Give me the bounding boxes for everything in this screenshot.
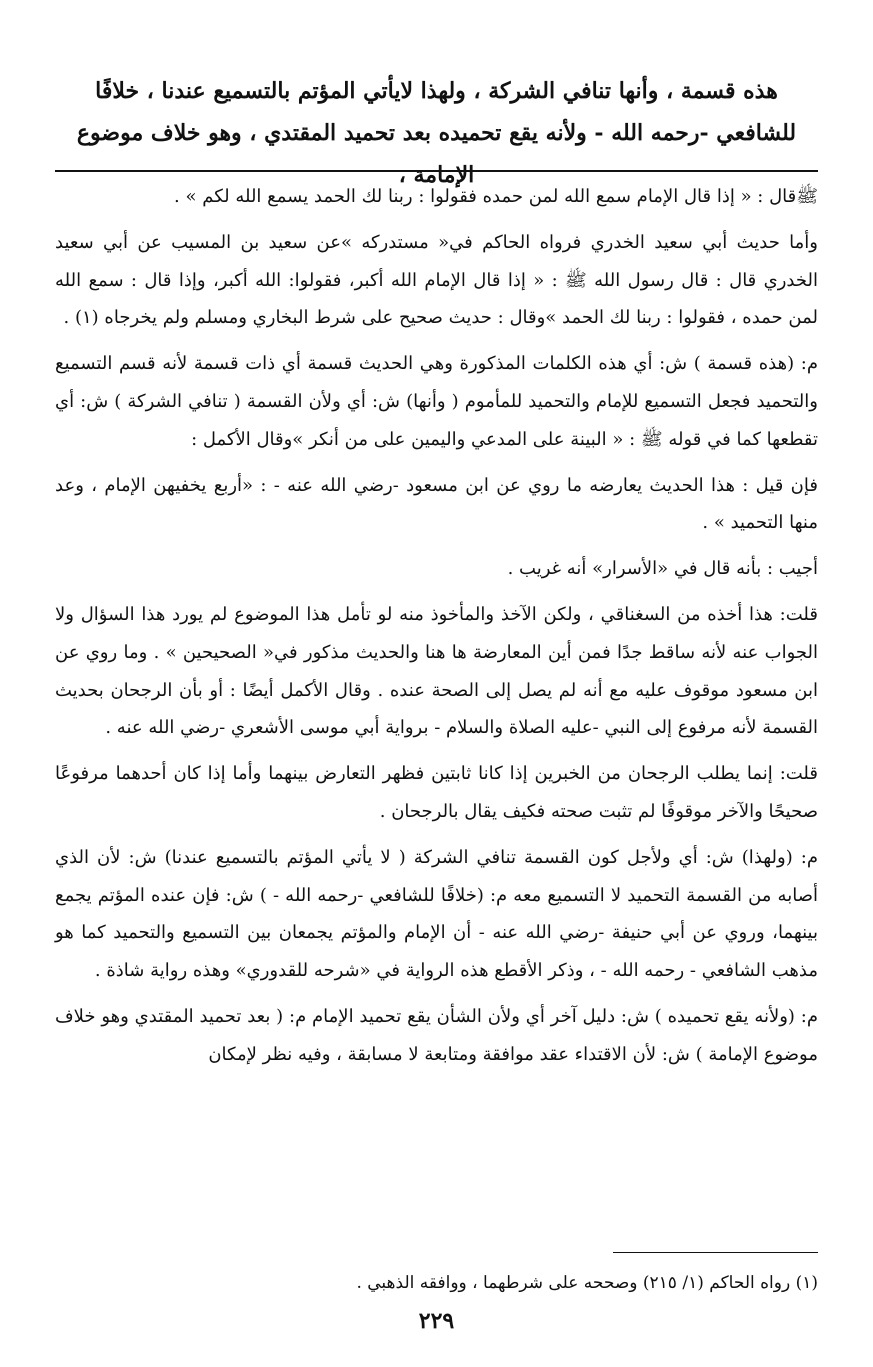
paragraph: قلت: إنما يطلب الرجحان من الخبرين إذا كانا ثابتين فظهر التعارض بينهما وأما إذا كان أحدهما مرفوعًا صحيحًا والآخر موقوفًا لم تثبت صحته فكيف يقال بالرجحان . <box>55 763 818 822</box>
paragraph: م: (هذه قسمة ) ش: أي هذه الكلمات المذكورة وهي الحديث قسمة أي ذات قسمة لأنه قسم التسميع والتحميد فجعل التسميع للإمام والتحميد للمأموم ( وأنها) ش: أي ولأن القسمة ( تنافي الشركة ) ش: أي تقطعها كما في قوله ﷺ : « البينة على المدعي واليمين على من أنكر »وقال الأكمل : <box>55 353 818 450</box>
footnote: (١) رواه الحاكم (١/ ٢١٥) وصححه على شرطهما ، ووافقه الذهبي . <box>356 1273 818 1293</box>
paragraph: وأما حديث أبي سعيد الخدري فرواه الحاكم في« مستدركه »عن سعيد بن المسيب عن أبي سعيد الخدري قال : قال رسول الله ﷺ : « إذا قال الإمام الله أكبر، فقولوا: الله أكبر، وإذا قال : سمع الله لمن حمده ، فقولوا : ربنا لك الحمد »وقال : حديث صحيح على شرط البخاري ومسلم ولم يخرجاه (١) . <box>55 231 818 329</box>
commentary-body <box>55 178 818 1082</box>
paragraph: ﷺقال : « إذا قال الإمام سمع الله لمن حمده فقولوا : ربنا لك الحمد يسمع الله لكم » . <box>174 186 818 207</box>
paragraph: قلت: هذا أخذه من السغناقي ، ولكن الآخذ والمأخوذ منه لو تأمل هذا الموضوع لم يورد هذا السؤال ولا الجواب عنه لأنه ساقط جدًا فمن أين المعارضة ها هنا والحديث مذكور في« الصحيحين » . وما روي عن ابن مسعود موقوف عليه مع أنه لم يصل إلى الصحة عنده . وقال الأكمل أيضًا : أو بأن الرجحان بحديث القسمة لأنه مرفوع إلى النبي -عليه الصلاة والسلام - برواية أبي موسى الأشعري -رضي الله عنه . <box>55 603 818 739</box>
paragraph: أجيب : بأنه قال في «الأسرار» أنه غريب . <box>507 558 818 580</box>
paragraph: فإن قيل : هذا الحديث يعارضه ما روي عن ابن مسعود -رضي الله عنه - : «أربع يخفيهن الإمام ، وعد منها التحميد » . <box>55 474 818 534</box>
page-number: ٢٢٩ <box>418 1308 455 1334</box>
paragraph: م: (ولهذا) ش: أي ولأجل كون القسمة تنافي الشركة ( لا يأتي المؤتم بالتسميع عندنا) ش: لأن الذي أصابه من القسمة التحميد لا التسميع معه م: (خلافًا للشافعي -رحمه الله - ) ش: فإن عنده المؤتم يجمع بينهما، وروي عن أبي حنيفة -رضي الله عنه - أن الإمام والمؤتم يجمعان بين التسميع والتحميد كما هو مذهب الشافعي - رحمه الله - ، وذكر الأقطع هذه الرواية في «شرحه للقدوري» وهذه رواية شاذة . <box>55 846 818 982</box>
footnote-divider <box>613 1252 818 1253</box>
matn-text: هذه قسمة ، وأنها تنافي الشركة ، ولهذا لايأتي المؤتم بالتسميع عندنا ، خلافًا للشافعي -رحمه الله - ولأنه يقع تحميده بعد تحميد المقتدي ، وهو خلاف موضوع الإمامة ، <box>76 78 797 188</box>
paragraph: م: (ولأنه يقع تحميده ) ش: دليل آخر أي ولأن الشأن يقع تحميد الإمام م: ( بعد تحميد المقتدي وهو خلاف موضوع الإمامة ) ش: لأن الاقتداء عقد موافقة ومتابعة لا مسابقة ، وفيه نظر لإمكان <box>55 1005 818 1065</box>
header-divider <box>55 170 818 172</box>
